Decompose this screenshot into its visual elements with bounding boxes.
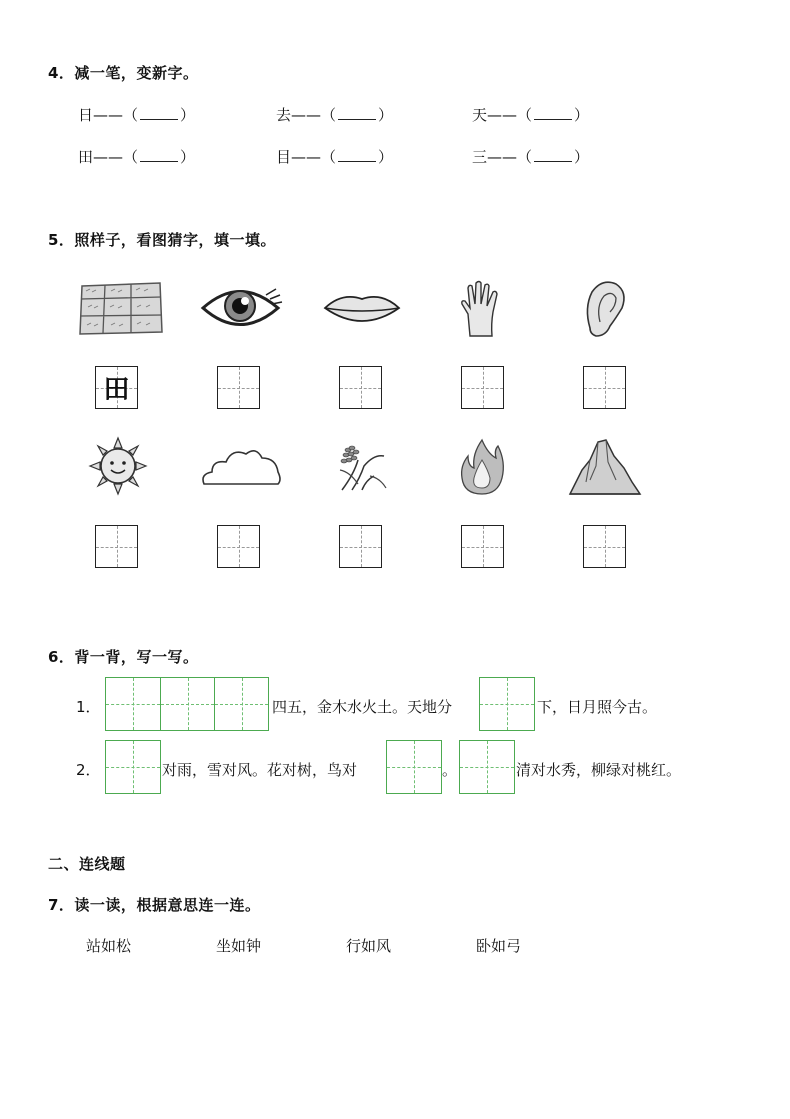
q6-title: 6．背一背，写一写。 [48, 648, 199, 666]
q6-grid-cell[interactable] [460, 741, 514, 793]
q4-open-paren: （ [123, 106, 139, 124]
fire-icon [458, 438, 506, 496]
q5-answer-box-2[interactable] [217, 366, 260, 409]
q4-close-paren: ） [574, 106, 590, 124]
q6-line2-grid-a[interactable] [105, 740, 161, 794]
q6-line2-text-1: 对雨，雪对风。花对树，鸟对 [162, 761, 358, 779]
q5-title: 5．照样子，看图猜字，填一填。 [48, 231, 276, 249]
q4-char: 三 [472, 148, 488, 166]
q6-line2-grid-c[interactable] [459, 740, 515, 794]
q4-char: 日 [78, 106, 94, 124]
q4-item-5 [276, 146, 393, 167]
q4-char: 田 [78, 148, 94, 166]
q4-item-3 [472, 104, 589, 125]
q4-item-4 [78, 146, 195, 167]
q4-char: 去 [276, 106, 292, 124]
q6-grid-cell[interactable] [480, 678, 534, 730]
hand-icon [458, 278, 508, 338]
q4-open-paren: （ [321, 106, 337, 124]
q5-example-answer: 田 [103, 375, 130, 405]
q6-line2-text-2: 。 [442, 761, 458, 779]
q4-close-paren: ） [180, 106, 196, 124]
q4-open-paren: （ [321, 148, 337, 166]
q4-answer-blank[interactable] [338, 149, 376, 162]
q4-open-paren: （ [517, 148, 533, 166]
q7-title: 7．读一读，根据意思连一连。 [48, 896, 261, 914]
q5-answer-box-5[interactable] [583, 366, 626, 409]
field-icon [76, 280, 166, 338]
q6-grid-cell[interactable] [214, 678, 268, 730]
q6-grid-cell[interactable] [387, 741, 441, 793]
q4-dash: —— [291, 106, 322, 124]
q6-line1-number: 1． [76, 698, 101, 716]
q5-answer-box-3[interactable] [339, 366, 382, 409]
cloud-icon [200, 446, 282, 488]
q7-word[interactable]: 站如松 [86, 937, 132, 955]
q5-answer-box-4[interactable] [461, 366, 504, 409]
q6-line1-text-2: 下，日月照今古。 [537, 698, 658, 716]
q7-word[interactable]: 卧如弓 [476, 937, 522, 955]
q4-item-2 [276, 104, 393, 125]
ear-icon [580, 278, 630, 340]
q4-char: 天 [472, 106, 488, 124]
rice-plant-icon [334, 440, 388, 494]
q4-close-paren: ） [574, 148, 590, 166]
q7-word[interactable]: 坐如钟 [216, 937, 262, 955]
q6-grid-cell[interactable] [106, 678, 160, 730]
q5-answer-box-1[interactable] [95, 366, 138, 409]
mouth-icon [322, 290, 402, 328]
q4-answer-blank[interactable] [534, 107, 572, 120]
q6-grid-cell[interactable] [106, 741, 160, 793]
q4-open-paren: （ [517, 106, 533, 124]
section2-title: 二、连线题 [48, 855, 126, 873]
q5-answer-box-9[interactable] [461, 525, 504, 568]
q6-grid-cell[interactable] [160, 678, 214, 730]
q6-line1-text-1: 四五，金木水火土。天地分 [272, 698, 453, 716]
q4-open-paren: （ [123, 148, 139, 166]
q4-answer-blank[interactable] [338, 107, 376, 120]
q4-dash: —— [487, 106, 518, 124]
q4-answer-blank[interactable] [140, 107, 178, 120]
q4-close-paren: ） [378, 148, 394, 166]
q6-line2-text-3: 清对水秀，柳绿对桃红。 [516, 761, 682, 779]
q4-dash: —— [487, 148, 518, 166]
q5-answer-box-8[interactable] [339, 525, 382, 568]
q4-dash: —— [93, 148, 124, 166]
q4-close-paren: ） [378, 106, 394, 124]
q4-answer-blank[interactable] [534, 149, 572, 162]
q5-answer-box-10[interactable] [583, 525, 626, 568]
q4-item-1 [78, 104, 195, 125]
q7-word[interactable]: 行如风 [346, 937, 392, 955]
q5-answer-box-6[interactable] [95, 525, 138, 568]
q6-line2-grid-b[interactable] [386, 740, 442, 794]
q4-item-6 [472, 146, 589, 167]
q4-close-paren: ） [180, 148, 196, 166]
q6-line1-grid-a[interactable] [105, 677, 269, 731]
q4-title: 4．减一笔，变新字。 [48, 64, 199, 82]
q6-line2-number: 2． [76, 761, 101, 779]
mountain-icon [568, 436, 642, 496]
q4-dash: —— [291, 148, 322, 166]
sun-icon [88, 436, 148, 496]
eye-icon [200, 283, 282, 333]
q4-answer-blank[interactable] [140, 149, 178, 162]
q5-answer-box-7[interactable] [217, 525, 260, 568]
q4-char: 目 [276, 148, 292, 166]
q6-line1-grid-b[interactable] [479, 677, 535, 731]
q4-dash: —— [93, 106, 124, 124]
